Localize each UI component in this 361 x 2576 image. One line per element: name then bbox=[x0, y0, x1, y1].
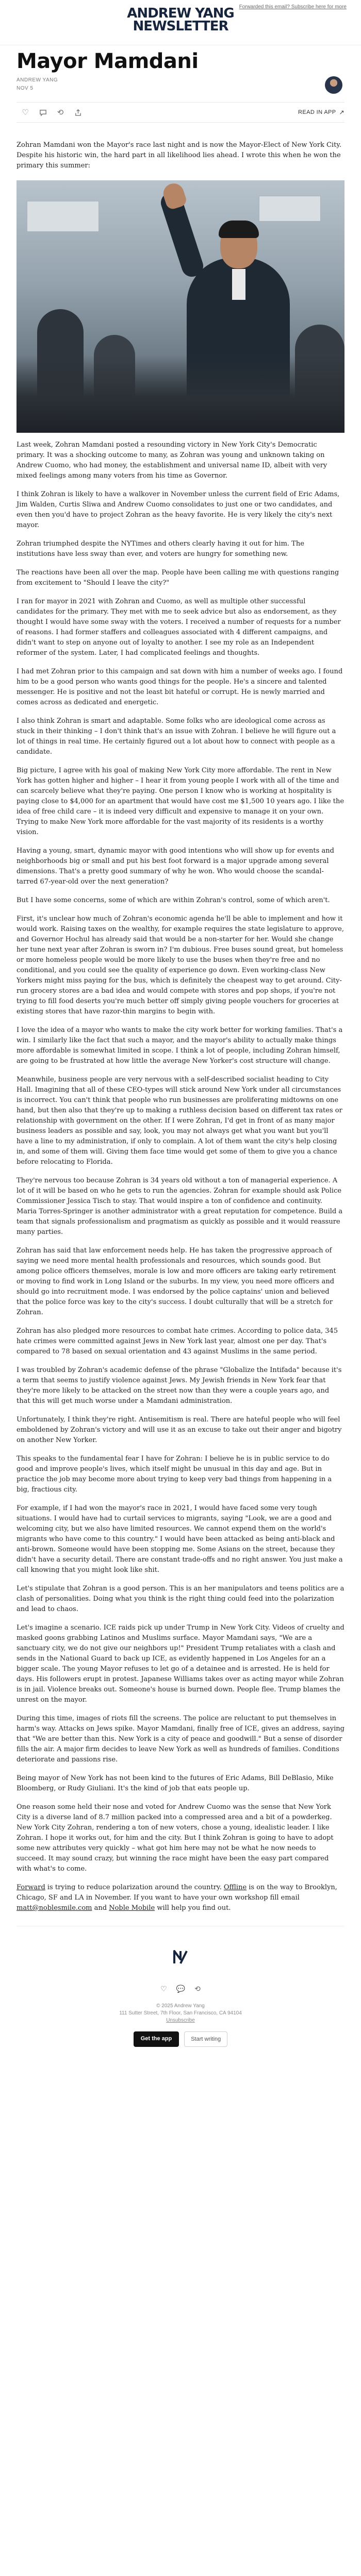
paragraph: Zohran has also pledged more resources to combat hate crimes. According to police data, 345 hate crimes were committed against Jews in New York last year, almost one per day. That's compared to 78 based on sexual orientation and 43 against Muslims in the same period. bbox=[17, 1327, 338, 1355]
offline-link[interactable]: Offline bbox=[223, 1884, 247, 1891]
background-sign bbox=[27, 201, 99, 232]
speaker-hair bbox=[219, 221, 259, 238]
unsubscribe-link[interactable]: Unsubscribe bbox=[166, 2018, 195, 2023]
paragraph: Let's imagine a scenario. ICE raids pick up under Trump in New York City. Videos of cruelty and masked goons grabbing Latinos and Muslims surface. Mayor Mamdani says, "We are a sanctuary city, we do not give our neighbors up!" President Trump retaliates with a clash and sends in the National Guard to back up ICE, as evidently happened in Los Angeles for an a bigger scale. The young Mayor refuses to let go of a detainee and is arrested. He is held for days. His followers erupt in protest. Japanese Williams takes over as acting mayor while Zohran is in jail. Violence breaks out. Someone's house is burned down. People flee. Trump blames the unrest on the mayor. bbox=[17, 1624, 344, 1704]
share-icon bbox=[74, 109, 82, 116]
read-in-app-label: READ IN APP bbox=[298, 109, 336, 115]
paragraph: This speaks to the fundamental fear I have for Zohran: I believe he is in public service to do good and improve people's lives, which itself might be unusual in this day and age. But in practice the job may become more about trying to keep very bad things from happening in a big, fractious city. bbox=[17, 1455, 332, 1494]
footer-app-buttons bbox=[17, 2031, 344, 2047]
comment-icon bbox=[39, 109, 47, 116]
hero-image[interactable] bbox=[17, 180, 344, 433]
avatar[interactable] bbox=[325, 76, 342, 94]
restack-button[interactable] bbox=[52, 106, 69, 118]
closing-text: is trying to reduce polarization around the country. bbox=[45, 1884, 224, 1891]
post-body bbox=[17, 440, 344, 1913]
paragraph: I was troubled by Zohran's academic defense of the phrase "Globalize the Intifada" because it's a term that seems to justify violence against Jews. My Jewish friends in New York fear that they're more likely to be attacked on the street now than they were a couple years ago, and that this will get much worse under a Mamdani administration. bbox=[17, 1366, 342, 1405]
crowd-shadow bbox=[17, 355, 344, 433]
paragraph: Being mayor of New York has not been kind to the futures of Eric Adams, Bill DeBlasio, Mike Bloomberg, or Rudy Giuliani. It's the kind of job that eats people up. bbox=[17, 1774, 334, 1792]
email-link[interactable]: matt@noblesmile.com bbox=[17, 1904, 92, 1912]
get-app-button[interactable]: Get the app bbox=[134, 2031, 179, 2047]
paragraph: Meanwhile, business people are very nervous with a self-described socialist heading to City Hall. Imagining that all of these CEO-types will stick around New York under all circumstances is incorrect. You can't think that people who run businesses are proliferating midtowns on one hand, but then also that they're up to making a ruthless decision based on different tax rates or relationship with government on the other. If I were Zohran, I'd get in front of as many major business leaders as possible and say, look, you may not always get what you want but you'll have a line to my administration, if only to complain. A lot of them want the city's help closing in, and some of them will. Giving them face time would get some of them to give you a chance before relocating to Florida. bbox=[17, 1076, 342, 1166]
paragraph: For example, if I had won the mayor's race in 2021, I would have faced some very tough situations. I would have had to curtail services to migrants, saying "Look, we are a good and welcoming city, but we also have limited resources. We cannot expend them on the world's migrants who have come to this country." I would have been attacked as being anti-black and anti-brown. Someone would have been stopping me. Some Asians on the street, because they didn't have a security detail. There are constant trade-offs and no right answer. You just make a call knowing that you might look like shit. bbox=[17, 1504, 343, 1574]
paragraph: First, it's unclear how much of Zohran's economic agenda he'll be able to implement and how it would work. Raising taxes on the wealthy, for example requires the state legislature to approve, and Governor Hochul has already said that would be a non-starter for her. Would she change her tune next year after Zohran is sworn in? I'm dubious. Free buses sound great, but homeless or more homeless people would be more likely to use the buses when they're free and no conditional, and you could see the quality of experience go down. Even working-class New Yorkers might miss paying for the bus, which is definitely the cheapest way to get around. City-run grocery stores are a bad idea and would compete with stores and pop shops, if you're not trying to fill food deserts you're much better off simply giving people vouchers for groceries at existing stores that have razor-thin margins to begin with. bbox=[17, 915, 344, 1015]
footer-copyright: © 2025 Andrew Yang bbox=[156, 2003, 205, 2009]
arrow-up-right-icon: ↗ bbox=[339, 109, 344, 116]
closing-paragraph bbox=[17, 1883, 344, 1913]
start-writing-button[interactable]: Start writing bbox=[184, 2031, 227, 2047]
paragraph: Let's stipulate that Zohran is a good person. This is an her manipulators and teens politics are a clash of personalities. Doing what you think is the right thing could feed into the polarization and lead to chaos. bbox=[17, 1585, 344, 1613]
newsletter-logo[interactable] bbox=[127, 7, 234, 32]
forward-subscribe-text[interactable]: Forwarded this email? Subscribe here for more bbox=[239, 4, 347, 10]
publication-logo-icon[interactable] bbox=[170, 1947, 191, 1968]
comment-button[interactable] bbox=[34, 106, 52, 118]
action-bar bbox=[17, 102, 344, 123]
share-button[interactable] bbox=[69, 106, 87, 118]
paragraph: Zohran triumphed despite the NYTimes and others clearly having it out for him. The institutions have less sway than ever, and voters are hungry for something new. bbox=[17, 540, 304, 558]
closing-text: is on the way to Brooklyn, Chicago, SF and LA in November. If you want to have your own workshop fill email bbox=[17, 1884, 337, 1902]
closing-text: will help you find out. bbox=[155, 1904, 231, 1912]
paragraph: The reactions have been all over the map. People have been calling me with questions ranging from excitement to "Should I leave the city?" bbox=[17, 569, 339, 587]
paragraph: But I have some concerns, some of which are within Zohran's control, some of which aren't. bbox=[17, 896, 330, 904]
email-footer bbox=[17, 1926, 344, 2047]
heart-icon: ♡ bbox=[22, 108, 29, 117]
paragraph: Having a young, smart, dynamic mayor with good intentions who will show up for events and neighborhoods big or small and put his best foot forward is a major upgrade among several dimensions. That's a pretty good summary of why he won. Who would choose the scandal-tarred 67-year-old over the next generation? bbox=[17, 847, 334, 886]
footer-street: 111 Sutter Street, 7th Floor, San Francisco, CA 94104 bbox=[119, 2010, 242, 2016]
paragraph: I think Zohran is likely to have a walkover in November unless the current field of Eric Adams, Jim Walden, Curtis Sliwa and Andrew Cuomo consolidates to just one or two candidates, and even then you'd have to project Zohran as the heavy favorite. He is very likely the city's next mayor. bbox=[17, 490, 340, 529]
footer-actions bbox=[17, 1985, 344, 1993]
paragraph: Unfortunately, I think they're right. Antisemitism is real. There are hateful people who will feel emboldened by Zohran's victory and will use it as an excuse to take out their anger and bigotry on another New Yorker. bbox=[17, 1416, 342, 1444]
post-author[interactable]: ANDREW YANG bbox=[17, 77, 58, 83]
paragraph: Last week, Zohran Mamdani posted a resounding victory in New York City's Democratic primary. It was a shocking outcome to many, as Zohran was young and unknown taking on Andrew Cuomo, who had money, the establishment and universal name ID, albeit with very mixed feelings among many voters from his time as Governor. bbox=[17, 441, 327, 480]
post-title[interactable]: Mayor Mamdani bbox=[17, 49, 199, 73]
comment-icon[interactable]: 💬 bbox=[176, 1985, 186, 1993]
restack-icon: ⟲ bbox=[57, 108, 64, 117]
post-date: NOV 5 bbox=[17, 86, 34, 91]
logo-line-2: NEWSLETTER bbox=[133, 18, 228, 34]
noble-mobile-link[interactable]: Noble Mobile bbox=[109, 1904, 155, 1912]
closing-text: and bbox=[92, 1904, 109, 1912]
forward-subscribe-link[interactable] bbox=[239, 4, 347, 10]
forward-link[interactable]: Forward bbox=[17, 1884, 45, 1891]
post-intro: Zohran Mamdani won the Mayor's race last night and is now the Mayor-Elect of New York City. Despite his historic win, the hard part in all likelihood lies ahead. I wrote this when he won the primary this summer: bbox=[17, 141, 342, 170]
footer-address bbox=[17, 2003, 344, 2024]
paragraph: I love the idea of a mayor who wants to make the city work better for working families. That's a win. I similarly like the fact that such a mayor, and the mayor's ability to actually make things more affordable is somewhat limited in scope. I think a lot of people, including Zohran himself, are going to be frustrated at how little the average New Yorker's cost structure will change. bbox=[17, 1026, 343, 1065]
background-sign bbox=[259, 196, 321, 222]
paragraph: One reason some held their nose and voted for Andrew Cuomo was the sense that New York City is a diverse land of 8.7 million packed into a compressed area and a bit of a powderkeg. New York City Zohran, rendering a ton of new voters, chose a young, idealistic leader. I like Zohran. I hope it works out, for him and the city. But I think Zohran is going to have to adopt some new attributes very quickly – what got him here may not be what he now needs to succeed. It may sound crazy, but winning the race might have been the easy part compared with what's to come. bbox=[17, 1803, 334, 1873]
like-icon[interactable]: ♡ bbox=[160, 1985, 167, 1993]
paragraph: I had met Zohran prior to this campaign and sat down with him a number of weeks ago. I found him to be a good person who wants good things for the people. He's a sincere and talented messenger. He is positive and not the least bit hateful or corrupt. He is newly married and comes across as dedicated and energetic. bbox=[17, 668, 343, 706]
paragraph: Big picture, I agree with his goal of making New York City more affordable. The rent in New York has gotten higher and higher – I hear it from young people I work with all of the time and can scarcely believe what they're paying. One person I know who is working at hospitality is paying close to $4,000 for an apartment that would have cost me $1,500 10 years ago. I like the idea of free child care – it is indeed very difficult and expensive to manage it on your own. Trying to make New York more affordable for the vast majority of its residents is a worthy vision. bbox=[17, 767, 344, 836]
speaker-shirt bbox=[232, 269, 245, 300]
paragraph: During this time, images of riots fill the screens. The police are reluctant to put themselves in harm's way. Attacks on Jews spike. Mayor Mamdani, finally free of ICE, gives an address, saying that "We are better than this. New York is a city of peace and goodwill." But a sense of disorder fills the air. A major firm decides to leave New York as well as hundreds of families. Conditions deteriorate and passions rise. bbox=[17, 1715, 344, 1764]
newsletter-header bbox=[0, 0, 361, 45]
logo-line-1: ANDREW YANG bbox=[127, 6, 234, 21]
paragraph: I ran for mayor in 2021 with Zohran and Cuomo, as well as multiple other successful candidates for the primary. They met with me to seek advice but also as endorsement, as they thought I would have some sway with the voters. I received a number of requests for a number of reasons. I had former staffers and colleagues associated with 4 different campaigns, and didn't want to step on anyone out of loyalty to another. I see my role as an Independent reformer of the system. Later, I had complicated feelings and thoughts. bbox=[17, 598, 341, 657]
read-in-app-button[interactable] bbox=[298, 109, 344, 116]
paragraph: Zohran has said that law enforcement needs help. He has taken the progressive approach of saying we need more mental health professionals and resources, which sounds good. But among police officers themselves, morale is low and more officers are taking early retirement or moving to find work in Long Island or the suburbs. In my view, you need more officers and should go into recruitment mode. I was endorsed by the police captains' union and believed that the police force was key to the city's success. I doubt culturally that will be a stretch for Zohran. bbox=[17, 1247, 336, 1316]
post-container bbox=[17, 45, 344, 2047]
restack-icon[interactable]: ⟲ bbox=[194, 1985, 201, 1993]
paragraph: They're nervous too because Zohran is 34 years old without a ton of managerial experience. A lot of it will be based on who he gets to run the agencies. Zohran for example should ask Police Commissioner Jessica Tisch to stay. That would inspire a ton of confidence and continuity. Maria Torres-Springer is another administrator with a great reputation for competence. Build a team that signals professionalism and pragmatism as quickly as possible and it would reassure many parties. bbox=[17, 1177, 343, 1236]
like-button[interactable] bbox=[17, 106, 34, 118]
paragraph: I also think Zohran is smart and adaptable. Some folks who are ideological come across as stuck in their thinking – I don't think that's an issue with Zohran. I believe he will figure out a lot of things in real time. He certainly figured out a lot about how to connect with people as a candidate. bbox=[17, 717, 336, 756]
post-meta bbox=[17, 76, 344, 93]
